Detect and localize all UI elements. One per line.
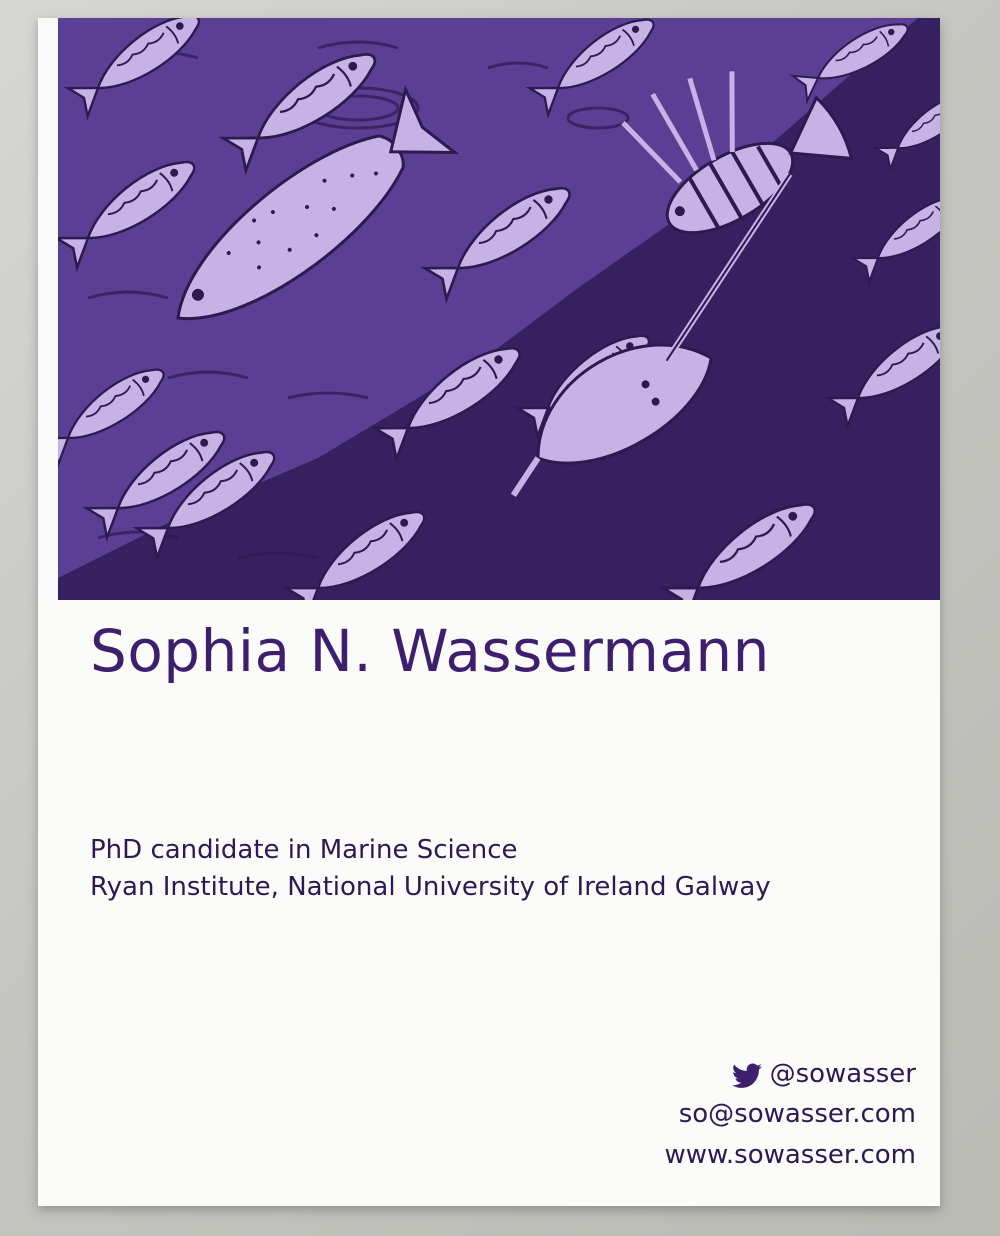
email-address: so@sowasser.com [678, 1099, 916, 1130]
business-card [38, 18, 940, 1206]
card-holder-name: Sophia N. Wassermann [90, 617, 770, 685]
website-line [664, 1135, 916, 1175]
twitter-handle: @sowasser [769, 1059, 916, 1089]
card-info-panel [38, 600, 940, 1206]
institution: Ryan Institute, National University of Ireland Galway [90, 871, 771, 902]
affiliation-block [90, 832, 771, 906]
twitter-icon [732, 1061, 762, 1087]
contact-block [664, 1054, 916, 1175]
email-line [664, 1094, 916, 1134]
website-url: www.sowasser.com [664, 1139, 916, 1170]
position-title: PhD candidate in Marine Science [90, 835, 518, 865]
fish-illustration [58, 18, 940, 600]
twitter-line [664, 1054, 916, 1094]
